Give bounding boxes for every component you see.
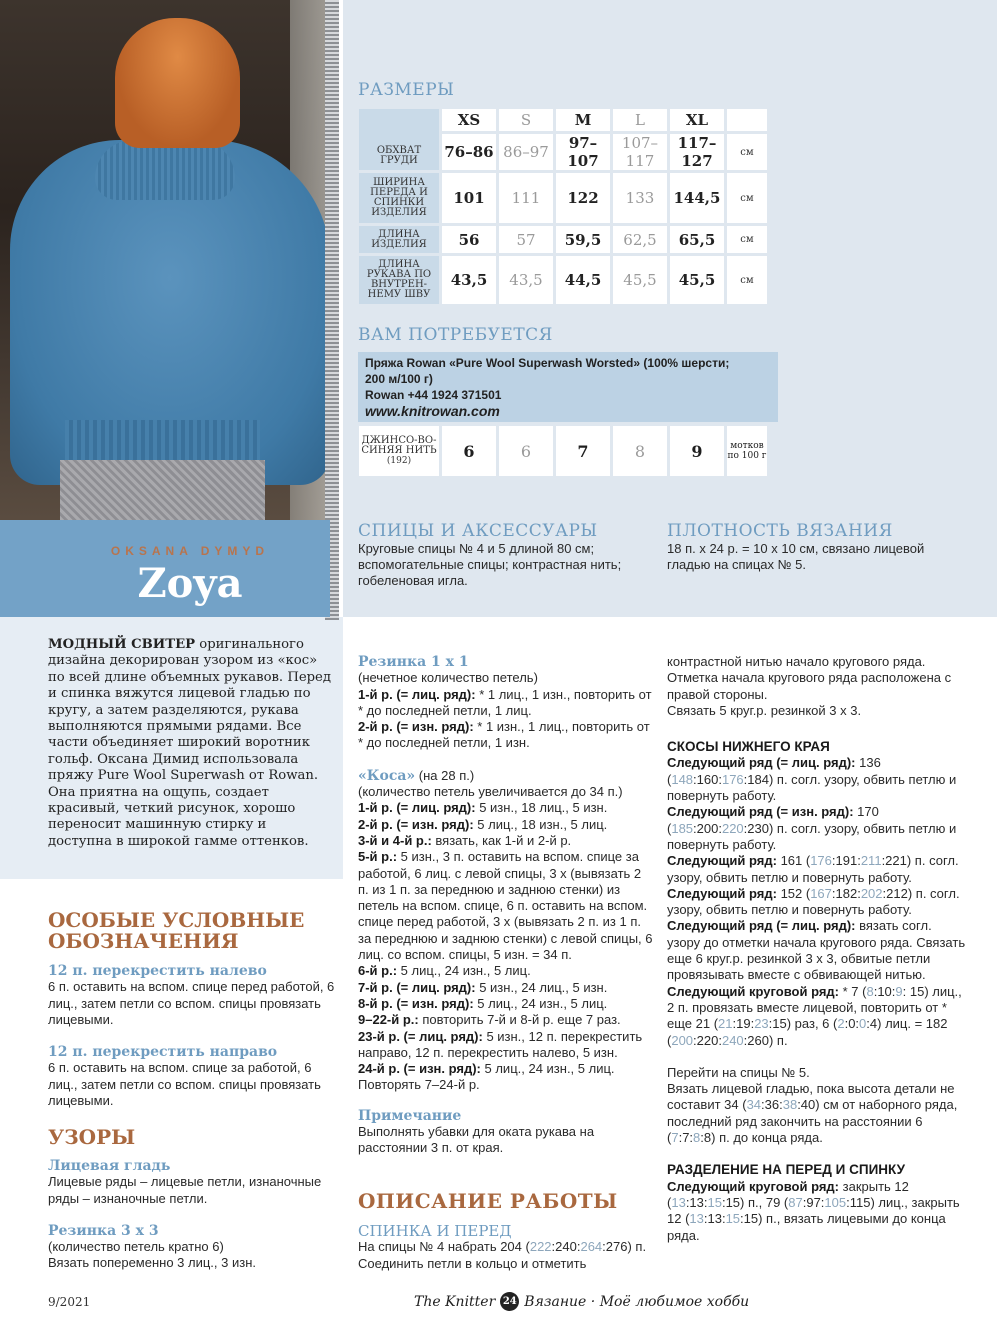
size-value: 86–97 [499,134,553,170]
symbol-text: 6 п. оставить на вспом. спице перед работой, 6 лиц., затем петли со вспом. спицы провязать лицевыми. [48,979,335,1027]
row-label: 6-й р.: [358,963,398,979]
symbols-list [48,963,338,1109]
pattern-note: (нечетное количество петель) [358,670,538,686]
symbol-text: 6 п. оставить на вспом. спице за работой, 6 лиц., затем петли со вспом. спицы провязать лицевыми. [48,1060,321,1109]
size-unit: см [727,226,767,253]
size-value: 97–107 [556,134,610,170]
t: 7 [671,1130,679,1146]
row-text: 5 лиц., 24 изн., 5 лиц. [473,995,608,1011]
size-col: M [556,109,610,131]
t: закрыть 12 ( [667,1178,909,1210]
row-text: 5 лиц., 24 изн., 5 лиц. [480,1061,615,1077]
instruction-row [667,984,967,1049]
pattern-repeat: Повторять 7–24-й р. [358,1077,480,1093]
t: 161 ( [776,853,811,869]
sizes-table [356,106,770,307]
t: 176 [721,771,744,787]
row-label: Следующий ряд (= лиц. ряд): [667,918,856,934]
photo-ribbing [65,420,260,465]
t: :8) п. до конца ряда. [700,1130,823,1146]
size-value: 122 [556,173,610,223]
size-unit: см [727,256,767,304]
split-heading: РАЗДЕЛЕНИЕ НА ПЕРЕД И СПИНКУ [667,1162,905,1178]
magazine-tagline: Вязание · Моё любимое хобби [524,1293,750,1310]
size-value: 65,5 [670,226,724,253]
photo-hair [115,18,240,148]
t: * 7 ( [839,983,867,999]
pattern-note: (количество петель кратно 6) [48,1239,224,1255]
t: 23 [754,1016,769,1032]
t: :19: [732,1016,755,1032]
row-label: 23-й р. (= лиц. ряд): [358,1028,483,1044]
t: 15 [707,1194,722,1210]
yarn-contact: Rowan +44 1924 371501 [365,388,502,402]
size-unit: см [727,134,767,170]
row-label: 9–22-й р.: [358,1012,419,1028]
t: 87 [788,1194,803,1210]
t: 148 [671,771,694,787]
t: :40) см от наборного ряда, последний ряд закончить на расстоянии 6 ( [667,1097,958,1146]
sizes-row [359,256,767,304]
size-value: 45,5 [670,256,724,304]
intro-text [48,637,333,850]
pattern-row [358,800,653,816]
section-title: СПИНКА И ПЕРЕД [358,1222,512,1240]
t: :13: [703,1211,726,1227]
unit-blank [727,109,767,131]
row-label: Следующий круговой ряд: [667,983,840,999]
t: 240 [721,1032,744,1048]
photo-pants [60,460,265,520]
size-value: 111 [499,173,553,223]
t: :212) п. согл. узору, обвить петлю и повернуть работу. [667,885,960,918]
size-value: 44,5 [556,256,610,304]
pattern-title-note: (на 28 п.) [415,767,475,783]
yarn-color-code: (192) [386,456,412,466]
pattern-row [358,849,653,963]
yarn-qty: 7 [556,426,610,476]
size-value: 133 [613,173,667,223]
row-label: 7-й р. (= лиц. ряд): [358,979,476,995]
pattern-row [358,1029,653,1062]
patterns-middle [358,654,653,1157]
t: 220 [721,820,744,836]
t: 200 [671,1032,694,1048]
row-label: Следующий круговой ряд: [667,1178,840,1194]
cable-title-line [358,768,653,784]
magazine-name: The Knitter [414,1293,496,1310]
t: :36: [761,1097,783,1113]
t: 136 ( [667,755,881,787]
t: 176 [810,853,832,869]
t: :182: [831,885,861,901]
patterns-heading: УЗОРЫ [48,1125,136,1149]
cast-on-text [358,1239,658,1255]
note-text: Выполнять убавки для оката рукава на расстоянии 3 п. от края. [358,1124,595,1156]
row-label: 5-й р.: [358,849,398,865]
pattern-row [358,833,653,849]
size-value: 45,5 [613,256,667,304]
issue-number: 9/2021 [48,1295,91,1309]
instructions-heading: ОПИСАНИЕ РАБОТЫ [358,1189,618,1213]
row-text: 5 изн., 12 п. перекрестить направо, 12 п. перекрестить налево, 5 изн. [358,1028,643,1060]
pattern-row [358,719,653,752]
size-value: 43,5 [499,256,553,304]
materials-heading: ВАМ ПОТРЕБУЕТСЯ [358,325,553,345]
row-text: вязать, как 1-й и 2-й р. [431,832,572,848]
yarn-qty: 6 [499,426,553,476]
gauge-text: 18 п. х 24 р. = 10 х 10 см, связано лицевой гладью на спицах № 5. [667,541,925,572]
yarn-qty: 9 [670,426,724,476]
row-text: 5 изн., 24 лиц., 5 изн. [475,979,608,995]
sizes-row-label: ДЛИНА РУКАВА ПО ВНУТРЕН-НЕМУ ШВУ [359,256,439,304]
t: :220: [693,1032,722,1048]
row-text: 5 изн., 3 п. оставить на вспом. спице за работой, 6 лиц. с левой спицы, 3 х (вывязать 2 п. из 1 п. за переднюю и заднюю стенки) из петель на вспом. спице, 6 п. оставить на вспом. спице перед работой, 3 х (вывязать 2 п. из 1 п. за переднюю и заднюю стенки) с левой спицы, 6 лиц. со вспом. спицы, 5 изн. = 34 п. [358,849,653,963]
t: :160: [693,771,722,787]
row-label: 1-й р. (= лиц. ряд): [358,800,476,816]
size-value: 101 [442,173,496,223]
row-label: Следующий ряд: [667,853,777,869]
size-value: 144,5 [670,173,724,223]
sizes-row-label: ОБХВАТ ГРУДИ [359,109,439,170]
size-value: 57 [499,226,553,253]
t: 105 [824,1194,847,1210]
t: :221) п. согл. узору, обвить петлю и повернуть работу. [667,853,959,885]
pattern-row [358,1061,653,1077]
size-col: S [499,109,553,131]
t: 0 [859,1016,867,1032]
size-value: 56 [442,226,496,253]
yarn-qty: 8 [613,426,667,476]
size-col: XL [670,109,724,131]
row-label: 1-й р. (= лиц. ряд): [358,686,476,702]
row-label: 2-й р. (= изн. ряд): [358,816,474,832]
t: 185 [671,820,694,836]
t: 152 ( [776,885,811,901]
t: :184) п. согл. узору, обвить петлю и повернуть работу. [667,771,957,804]
pattern-title: Резинка 3 х 3 [48,1222,159,1239]
pattern-row [358,963,653,979]
intro-lead: МОДНЫЙ СВИТЕР [48,637,196,652]
yarn-color-cell [359,426,439,476]
row-text: 5 лиц., 24 изн., 5 лиц. [397,963,531,979]
yarn-quantity-table [356,423,770,479]
title-band [0,520,330,617]
pattern-text: Вязать попеременно 3 лиц., 3 изн. [48,1255,256,1271]
gauge-heading: ПЛОТНОСТЬ ВЯЗАНИЯ [667,521,893,541]
t: :260) п. [743,1032,788,1048]
t: :191: [831,853,861,869]
instruction-text: Отметка начала кругового ряда расположена с правой стороны. [667,670,952,702]
yarn-info [358,352,778,422]
instruction-row [667,918,967,983]
instruction-text: Перейти на спицы № 5. [667,1064,810,1080]
instruction-text: контрастной нитью начало кругового ряда. [667,654,926,669]
instruction-text: Связать 5 круг.р. резинкой 3 х 3. [667,702,862,718]
t: :15) раз, 6 ( [768,1016,838,1032]
t: :15) п., 79 ( [721,1194,789,1210]
t: 34 [746,1097,762,1113]
row-label: Следующий ряд (= лиц. ряд): [667,755,856,771]
t: 202 [860,885,883,901]
t: 167 [810,885,832,901]
patterns-left [48,1158,338,1272]
page-number: 24 [500,1292,519,1311]
t: :230) п. согл. узору, обвить петлю и повернуть работу. [667,820,957,852]
t: 8 [866,983,874,999]
size-value: 59,5 [556,226,610,253]
instruction-row [667,886,967,919]
pattern-row [358,980,653,996]
row-label: 3-й и 4-й р.: [358,832,432,848]
intro-body: оригинального дизайна декорирован узором из «кос» по всей длине объемных рукавов. Перед и спинка вяжутся лицевой гладью по кругу, а затем разделяются, рукава выполняются прямыми рядами. Все части объединяет широкий воротник гольф. Оксана Димид использовала пряжу Pure Wool Superwash от Rowan. Она приятна на ощупь, создает красивый, четкий рисунок, хорошо переносит машинную стирку и доступна в широкой гамме оттенков. [48,637,331,849]
t: 15 [725,1211,741,1227]
t: 8 [693,1130,701,1146]
pattern-row [358,687,653,720]
text: На спицы № 4 набрать 204 ( [358,1239,530,1255]
pattern-note: (количество петель увеличивается до 34 п.) [358,784,623,800]
t: :15) п., вязать лицевыми до конца ряда. [667,1211,946,1243]
t: 2 [837,1016,845,1032]
row-label: Следующий ряд: [667,885,777,901]
pattern-row [358,817,653,833]
t: 21 [718,1016,733,1032]
pattern-title: Лицевая гладь [48,1158,171,1174]
pattern-row [358,996,653,1012]
size-value: 107–117 [613,134,667,170]
symbol-title: 12 п. перекрестить налево [48,963,267,979]
row-text: 5 изн., 18 лиц., 5 изн. [475,800,608,816]
footer-masthead [414,1292,749,1311]
t: :10: [873,983,896,999]
size-value: 62,5 [613,226,667,253]
pattern-title: «Коса» [358,767,416,784]
size-unit: см [727,173,767,223]
note-title: Примечание [358,1107,462,1124]
instruction-row [667,755,967,804]
photo-collar [95,140,235,200]
t: 13 [671,1194,686,1210]
size-value: 222 [529,1239,552,1255]
row-text: 5 лиц., 18 изн., 5 лиц. [473,816,608,832]
sizes-heading: РАЗМЕРЫ [358,80,455,100]
size-value: 76–86 [442,134,496,170]
yarn-color-label: ДЖИНСО-ВО-СИНЯЯ НИТЬ [361,435,437,456]
sizes-row-label: ДЛИНА ИЗДЕЛИЯ [359,226,439,253]
hem-heading: СКОСЫ НИЖНЕГО КРАЯ [667,739,830,755]
instruction-row [667,804,967,853]
row-text: * 1 лиц., 1 изн., повторить от * до последней петли, 1 лиц. [358,686,652,718]
t: 13 [689,1211,704,1227]
sizes-row-label: ШИРИНА ПЕРЕДА И СПИНКИ ИЗДЕЛИЯ [359,173,439,223]
pattern-text: Лицевые ряды – лицевые петли, изнаночные ряды – изнаночные петли. [48,1174,322,1206]
size-col: XS [442,109,496,131]
size-value: 43,5 [442,256,496,304]
pattern-title: Резинка 1 х 1 [358,654,469,670]
t: 211 [860,853,882,869]
needles-heading: СПИЦЫ И АКСЕССУАРЫ [358,521,598,541]
t: :0: [844,1016,860,1032]
t: : 15) лиц., 2 п. провязать вместе лицевой, повторить от * еще 21 ( [667,983,962,1032]
t: :7: [678,1130,694,1146]
hero-photo [0,0,330,520]
t: 9 [895,983,903,999]
t: :115) лиц., закрыть 12 ( [667,1194,960,1227]
row-label: 2-й р. (= изн. ряд): [358,719,474,735]
t: :4) лиц. = 182 ( [667,1016,948,1048]
yarn-line-2: 200 м/100 г) [365,372,433,386]
t: :97: [802,1194,825,1210]
text: :276) п. [602,1239,647,1255]
sizes-header-row [359,109,767,131]
symbol-title: 12 п. перекрестить направо [48,1044,278,1061]
row-label: Следующий ряд (= изн. ряд): [667,804,854,820]
yarn-line-1: Пряжа Rowan «Pure Wool Superwash Worsted» (100% шерсти; [365,356,730,370]
pattern-row [358,1012,653,1028]
instruction-row [667,853,967,886]
yarn-qty: 6 [442,426,496,476]
t: :200: [693,820,722,836]
row-label: 24-й р. (= изн. ряд): [358,1061,481,1077]
join-text: Соединить петли в кольцо и отметить [358,1255,587,1271]
needles-text: Круговые спицы № 4 и 5 длиной 80 см; вспомогательные спицы; контрастная нить; гобеленовая игла. [358,541,622,588]
size-value: :240: [551,1239,581,1255]
yarn-unit: мотков по 100 г [727,426,767,476]
size-value: 264 [580,1239,603,1255]
designer-name: OKSANA DYMYD [110,544,270,558]
instructions-right [667,654,967,1244]
t: 38 [782,1097,798,1113]
instruction-row [667,1179,967,1244]
t: вязать согл. узору до отметки начала кругового ряда. Связать еще 6 круг.р. резинкой 3 х 3, обвитые петли провязывать вместе с обвивающей нитью. [667,918,966,983]
sizes-row [359,226,767,253]
row-text: * 1 изн., 1 лиц., повторить от * до последней петли, 1 изн. [358,719,650,751]
t: :13: [685,1194,708,1210]
yarn-row [359,426,767,476]
size-value: 117–127 [670,134,724,170]
sizes-row [359,173,767,223]
t: 170 ( [667,804,879,836]
back-front-section [358,1223,658,1272]
symbols-heading: ОСОБЫЕ УСЛОВНЫЕ ОБОЗНАЧЕНИЯ [48,908,305,953]
row-label: 8-й р. (= изн. ряд): [358,995,474,1011]
row-text: повторить 7-й и 8-й р. еще 7 раз. [418,1012,621,1028]
size-col: L [613,109,667,131]
pattern-title: Zoya [137,560,243,607]
t: Вязать лицевой гладью, пока высота детали не составит 34 ( [667,1081,955,1113]
yarn-url[interactable]: www.knitrowan.com [365,403,500,419]
instruction-row [667,1081,967,1146]
